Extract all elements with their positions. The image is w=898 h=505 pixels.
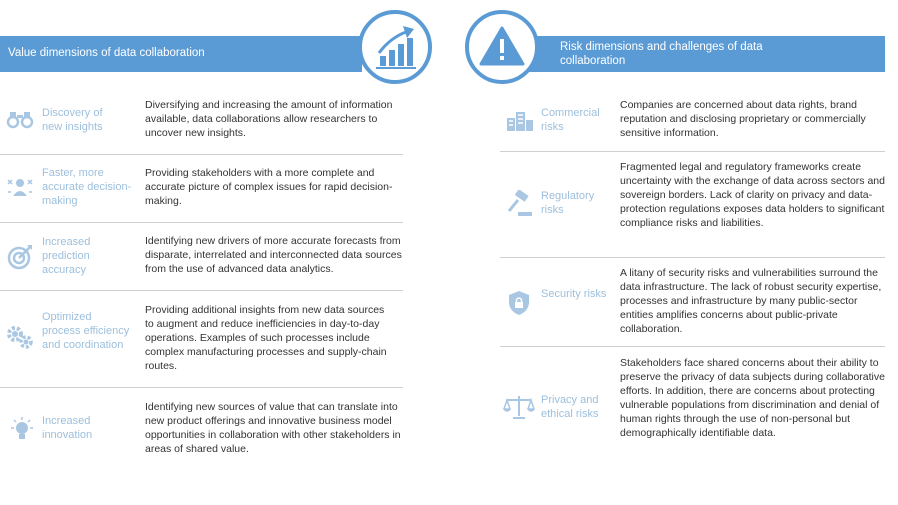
lightbulb-icon [8, 416, 36, 444]
risk-label: Regulatory risks [541, 190, 595, 216]
row-divider [0, 387, 403, 388]
decision-icon [6, 176, 34, 198]
risk-desc: Stakeholders face shared concerns about their ability to preserve the privacy of data subjects during collaborative efforts. In addition, there are concerns about protecting vulnerable populations from discrimination and denial of human rights through the use of non-personal but demographically identifiable data. [620, 357, 885, 439]
value-label: Increased innovation [42, 415, 93, 441]
value-desc: Providing additional insights from new data sources to augment and reduce inefficiencies in day-to-day operations. Examples of such processes include complex manufacturing processes and supply-chain routes. [145, 304, 387, 372]
value-desc: Identifying new drivers of more accurate forecasts from disparate, interrelated and interconnected data sources from the use of advanced data analytics. [145, 235, 402, 275]
value-label: Optimized process efficiency and coordination [42, 311, 130, 351]
risk-desc: A litany of security risks and vulnerabilities surround the data infrastructure. The lack of robust security expertise, processes and infrastructure by many public-sector entities amplifies concerns about public-private collaboration. [620, 267, 882, 335]
growth-chart-icon [358, 10, 432, 84]
row-divider [0, 290, 403, 291]
row-divider [500, 346, 885, 347]
value-desc: Diversifying and increasing the amount of information available, data collaborations allow researchers to uncover new insights. [145, 99, 393, 139]
risk-desc: Fragmented legal and regulatory frameworks create uncertainty with the exchange of data across sectors and sovereign borders. Lack of clarity on privacy and data-protection regulations exposes data holders to significant compliance risks and liabilities. [620, 161, 885, 229]
row-divider [0, 154, 403, 155]
row-divider [500, 257, 885, 258]
value-dimensions-title: Value dimensions of data collaboration [8, 47, 205, 59]
gavel-icon [504, 190, 534, 218]
warning-icon [465, 10, 539, 84]
value-label: Increased prediction accuracy [42, 236, 91, 276]
scales-icon [503, 394, 535, 420]
binoculars-icon [6, 108, 34, 130]
buildings-icon [505, 110, 535, 132]
row-divider [0, 222, 403, 223]
value-desc: Providing stakeholders with a more complete and accurate picture of complex issues for rapid decision-making. [145, 167, 393, 207]
value-label: Discovery of new insights [42, 107, 103, 133]
risk-dimensions-title: Risk dimensions and challenges of data collaboration [560, 41, 763, 67]
target-icon [7, 244, 33, 270]
risk-desc: Companies are concerned about data rights, brand reputation and disclosing proprietary or commercially sensitive information. [620, 99, 866, 139]
risk-label: Security risks [541, 288, 607, 300]
risk-dimensions-header [500, 36, 885, 72]
risk-label: Privacy and ethical risks [541, 394, 599, 420]
row-divider [500, 151, 885, 152]
value-label: Faster, more accurate decision-making [42, 167, 132, 207]
risk-label: Commercial risks [541, 107, 600, 133]
shield-lock-icon [508, 290, 530, 316]
value-dimensions-header [0, 36, 362, 72]
gears-icon [5, 324, 35, 350]
value-desc: Identifying new sources of value that can translate into new product offerings and innovative business model opportunities in collaboration with other stakeholders in areas of shared value. [145, 401, 401, 455]
